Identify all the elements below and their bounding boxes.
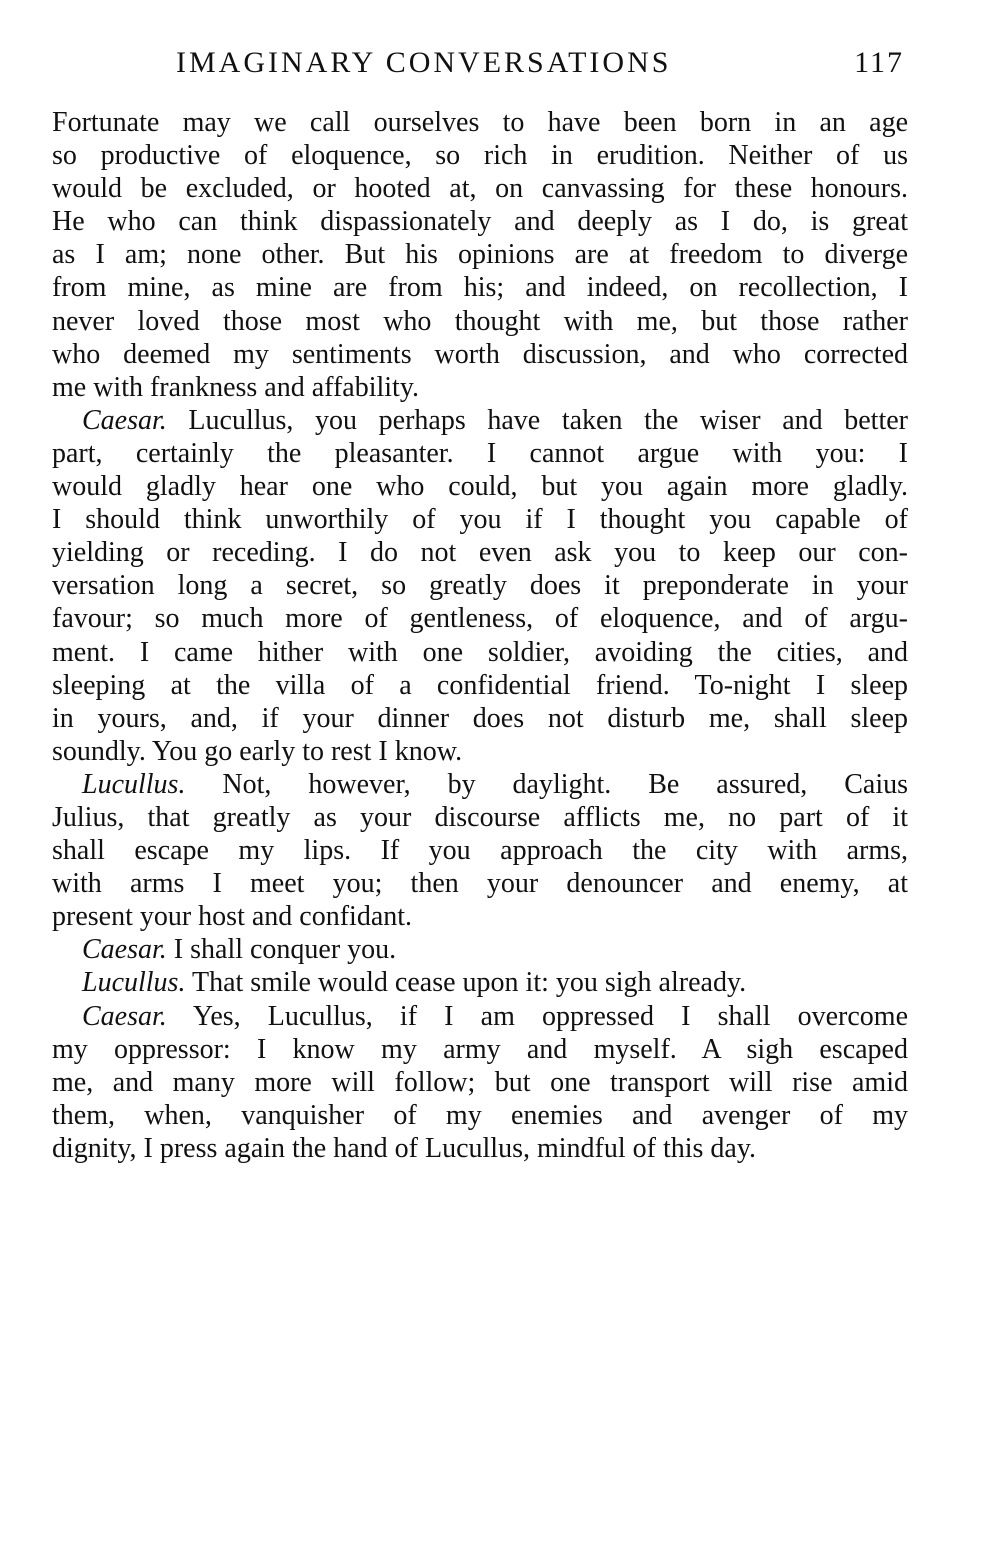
text-line: my oppressor: I know my army and myself. A sigh escaped	[52, 1033, 908, 1065]
paragraph	[52, 1000, 908, 1165]
text-line: He who can think dispassionately and deeply as I do, is great	[52, 206, 908, 238]
text-line: part, certainly the pleasanter. I cannot argue with you: I	[52, 437, 908, 469]
speech-text: Yes, Lucullus, if I am oppressed I shall overcome	[166, 1000, 908, 1032]
text-line: yielding or receding. I do not even ask you to keep our con-	[52, 537, 908, 569]
speech-text: That smile would cease upon it: you sigh already.	[185, 967, 747, 999]
paragraph	[52, 106, 908, 404]
text-line: in yours, and, if your dinner does not disturb me, shall sleep	[52, 702, 908, 734]
speaker-name: Caesar.	[82, 404, 167, 436]
speech-text: I shall conquer you.	[166, 934, 397, 966]
text-line: I should think unworthily of you if I thought you capable of	[52, 504, 908, 536]
speaker-name: Caesar.	[82, 1000, 167, 1032]
speaker-name: Lucullus.	[82, 768, 186, 800]
text-line: ment. I came hither with one soldier, avoiding the cities, and	[52, 636, 908, 668]
text-line: as I am; none other. But his opinions are at freedom to diverge	[52, 239, 908, 271]
paragraph	[52, 404, 908, 768]
text-line	[52, 1000, 908, 1033]
text-line: shall escape my lips. If you approach the city with arms,	[52, 835, 908, 867]
text-line: who deemed my sentiments worth discussion, and who corrected	[52, 338, 908, 370]
text-line	[52, 404, 908, 437]
text-line: soundly. You go early to rest I know.	[52, 735, 463, 767]
page-number: 117	[854, 46, 904, 79]
speech-text: Lucullus, you perhaps have taken the wiser and better	[166, 404, 908, 436]
text-line: Julius, that greatly as your discourse afflicts me, no part of it	[52, 801, 908, 833]
text-line: would gladly hear one who could, but you again more gladly.	[52, 471, 908, 503]
text-line: with arms I meet you; then your denouncer and enemy, at	[52, 868, 908, 900]
text-line: versation long a secret, so greatly does it preponderate in your	[52, 570, 908, 602]
text-line: me, and many more will follow; but one transport will rise amid	[52, 1066, 908, 1098]
text-line	[52, 966, 908, 999]
text-line: would be excluded, or hooted at, on canvassing for these honours.	[52, 173, 908, 205]
text-line: me with frankness and affability.	[52, 371, 420, 403]
text-line: dignity, I press again the hand of Lucullus, mindful of this day.	[52, 1132, 757, 1164]
text-line: never loved those most who thought with me, but those rather	[52, 305, 908, 337]
paragraph	[52, 768, 908, 933]
text-line: present your host and confidant.	[52, 901, 413, 933]
paragraph	[52, 966, 908, 999]
running-head	[52, 46, 908, 90]
speaker-name: Lucullus.	[82, 967, 186, 999]
speech-text: Not, however, by daylight. Be assured, Caius	[185, 768, 908, 800]
text-line	[52, 933, 908, 966]
text-line: sleeping at the villa of a confidential friend. To-night I sleep	[52, 669, 908, 701]
text-line: from mine, as mine are from his; and indeed, on recollection, I	[52, 272, 908, 304]
text-line: so productive of eloquence, so rich in erudition. Neither of us	[52, 140, 908, 172]
speaker-name: Caesar.	[82, 934, 167, 966]
body-text	[52, 106, 908, 1165]
paragraph	[52, 933, 908, 966]
text-line: them, when, vanquisher of my enemies and avenger of my	[52, 1099, 908, 1131]
running-title: IMAGINARY CONVERSATIONS	[176, 46, 672, 79]
text-line: favour; so much more of gentleness, of eloquence, and of argu-	[52, 603, 908, 635]
text-line: Fortunate may we call ourselves to have been born in an age	[52, 107, 908, 138]
text-line	[52, 768, 908, 801]
